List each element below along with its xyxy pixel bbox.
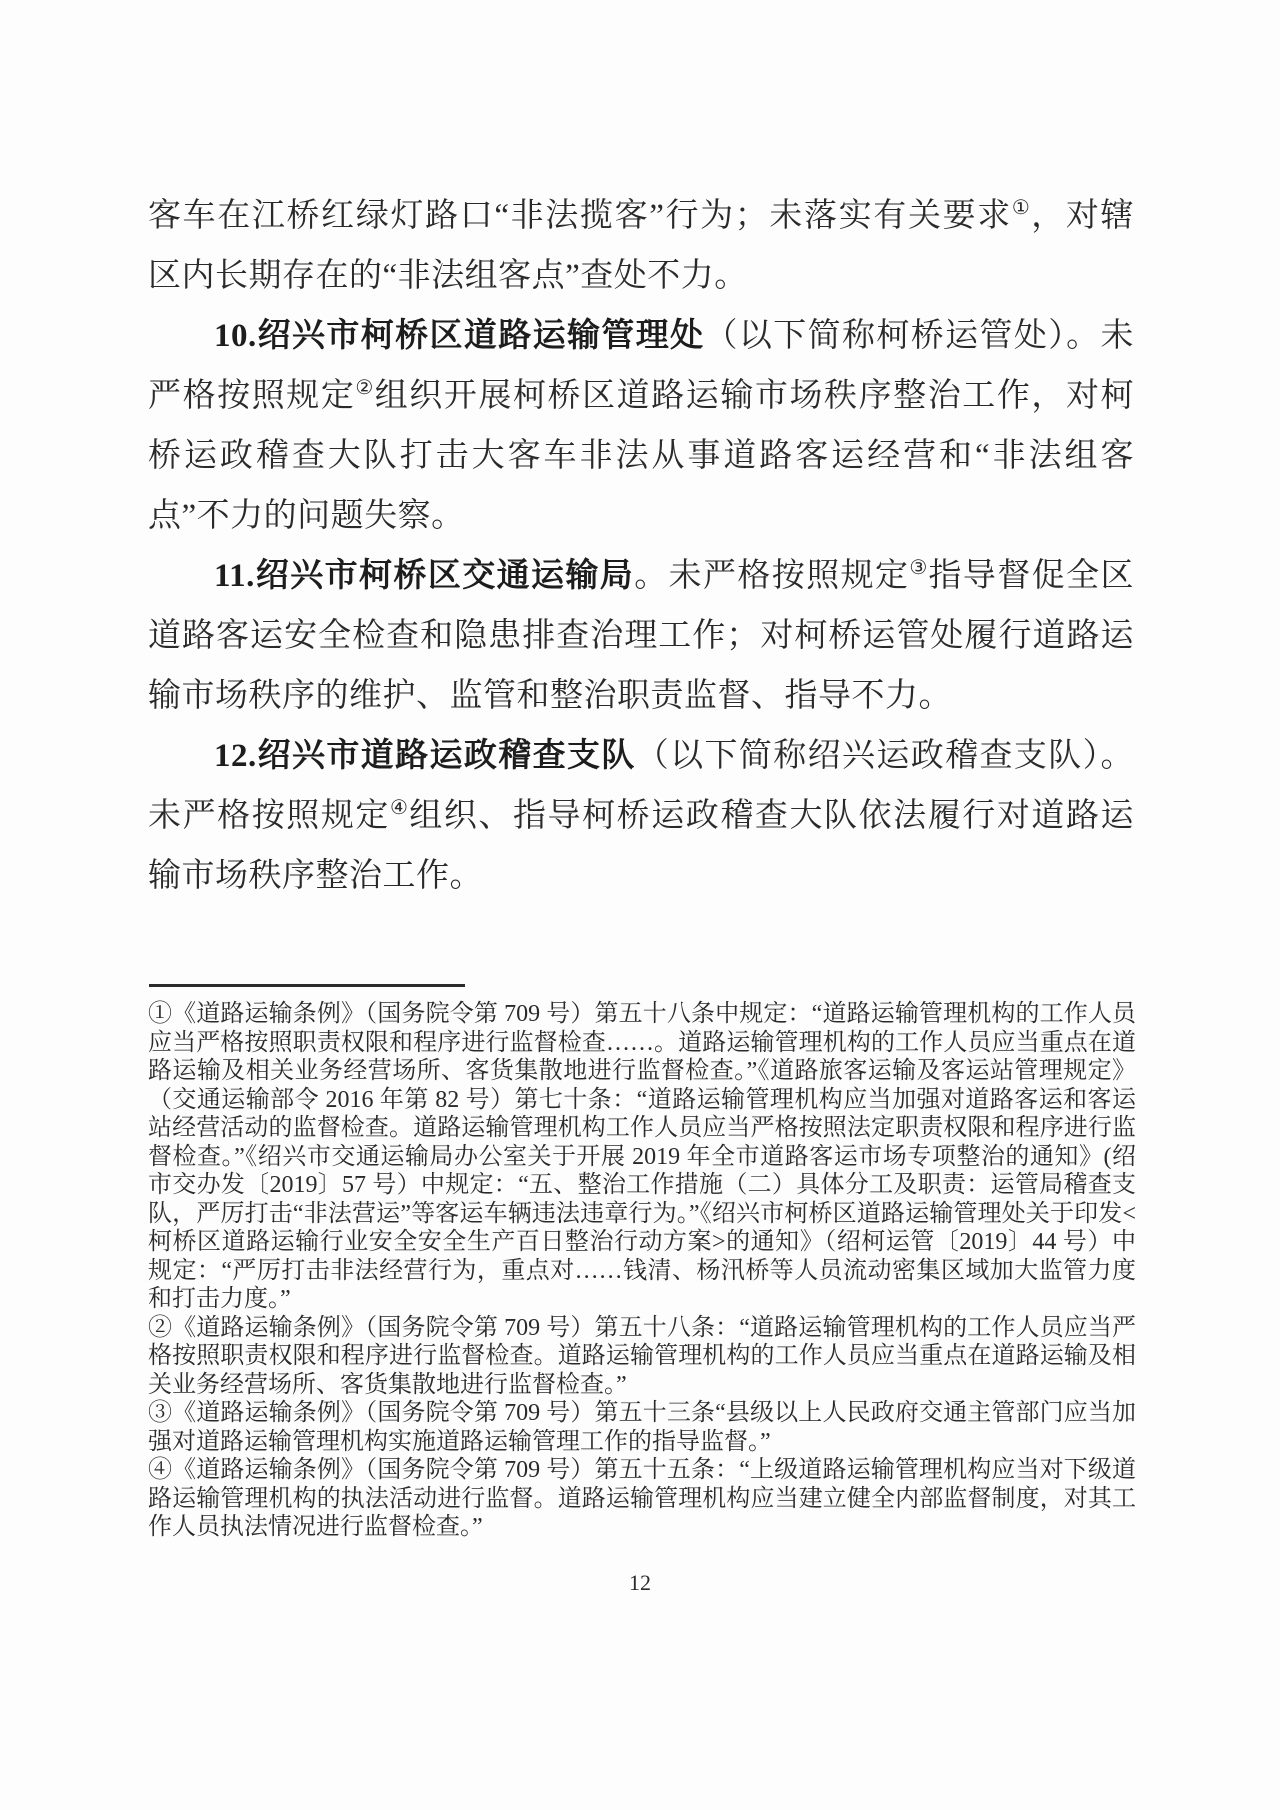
footnote-4-marker: ④ <box>148 1457 173 1483</box>
body-text-run: （以下简称绍兴运政稽查支队）。未严格按照规定 <box>148 738 1134 834</box>
paragraph-continuation <box>148 186 1134 306</box>
page-number: 12 <box>629 1570 651 1595</box>
footnote-2-text: 《道路运输条例》（国务院令第 709 号）第五十八条：“道路运输管理机构的工作人员应当严格按照职责权限和程序进行监督检查。道路运输管理机构的工作人员应当重点在道路运输及相关业务经营场所、客货集散地进行监督检查。” <box>148 1314 1137 1398</box>
footnote-section <box>148 984 1136 1542</box>
paragraph-item-12 <box>148 726 1134 906</box>
footnote-ref-4: ④ <box>389 797 410 819</box>
paragraph-item-11 <box>148 546 1134 726</box>
document-body <box>148 186 1134 906</box>
body-text-run: ，对辖区内长期存在的“非法组客点”查处不力。 <box>148 198 1135 294</box>
footnote-4-text: 《道路运输条例》（国务院令第 709 号）第五十五条：“上级道路运输管理机构应当对下级道路运输管理机构的执法活动进行监督。道路运输管理机构应当建立健全内部监督制度，对其工作人员执法情况进行监督检查。” <box>148 1457 1137 1540</box>
item-11-heading: 11.绍兴市柯桥区交通运输局 <box>214 558 635 594</box>
footnote-3 <box>148 1399 1136 1456</box>
body-text-run: 。未严格按照规定 <box>634 558 910 594</box>
body-text-run: 客车在江桥红绿灯路口“非法揽客”行为；未落实有关要求 <box>148 198 1012 234</box>
body-text-run: 组织开展柯桥区道路运输市场秩序整治工作，对柯桥运政稽查大队打击大客车非法从事道路客运经营和“非法组客点”不力的问题失察。 <box>148 378 1135 534</box>
footnote-1-text: 《道路运输条例》（国务院令第 709 号）第五十八条中规定：“道路运输管理机构的工作人员应当严格按照职责权限和程序进行监督检查……。道路运输管理机构的工作人员应当重点在道路运输及相关业务经营场所、客货集散地进行监督检查。”《道路旅客运输及客运站管理规定》（交通运输部令 2016 年第 82 号）第七十条：“道路运输管理机构应当加强对道路客运和客运站经营活动的监督检查。道路运输管理机构工作人员应当严格按照法定职责权限和程序进行监督检查。”《绍兴市交通运输局办公室关于开展 2019 年全市道路客运市场专项整治的通知》(绍市交办发〔2019〕57 号）中规定：“五、整治工作措施（二）具体分工及职责：运管局稽查支队，严厉打击“非法营运”等客运车辆违法违章行为。”《绍兴市柯桥区道路运输管理处关于印发<柯桥区道路运输行业安全安全生产百日整治行动方案>的通知》（绍柯运管〔2019〕44 号）中规定：“严厉打击非法经营行为，重点对……钱清、杨汛桥等人员流动密集区域加大监管力度和打击力度。” <box>148 1001 1137 1312</box>
footnote-1 <box>148 1000 1136 1314</box>
paragraph-item-10 <box>148 306 1134 546</box>
footnote-ref-3: ③ <box>909 557 929 579</box>
footnote-divider <box>149 984 465 987</box>
footnote-3-text: 《道路运输条例》（国务院令第 709 号）第五十三条“县级以上人民政府交通主管部门应当加强对道路运输管理机构实施道路运输管理工作的指导监督。” <box>148 1400 1137 1455</box>
item-12-heading: 12.绍兴市道路运政稽查支队 <box>214 738 636 774</box>
footnote-4 <box>148 1456 1136 1542</box>
body-text-run: 组织、指导柯桥运政稽查大队依法履行对道路运输市场秩序整治工作。 <box>148 798 1135 894</box>
footnote-2 <box>148 1314 1136 1400</box>
footnote-ref-1: ① <box>1011 197 1032 219</box>
footnote-3-marker: ③ <box>148 1400 173 1426</box>
body-text-run: （以下简称柯桥运管处）。未严格按照规定 <box>148 318 1134 414</box>
footnote-2-marker: ② <box>148 1314 173 1341</box>
footnote-1-marker: ① <box>148 1001 173 1027</box>
body-text-run: 指导督促全区道路客运安全检查和隐患排查治理工作；对柯桥运管处履行道路运输市场秩序的维护、监管和整治职责监督、指导不力。 <box>148 558 1135 714</box>
footnote-ref-2: ② <box>355 377 375 399</box>
item-10-heading: 10.绍兴市柯桥区道路运输管理处 <box>214 318 705 354</box>
